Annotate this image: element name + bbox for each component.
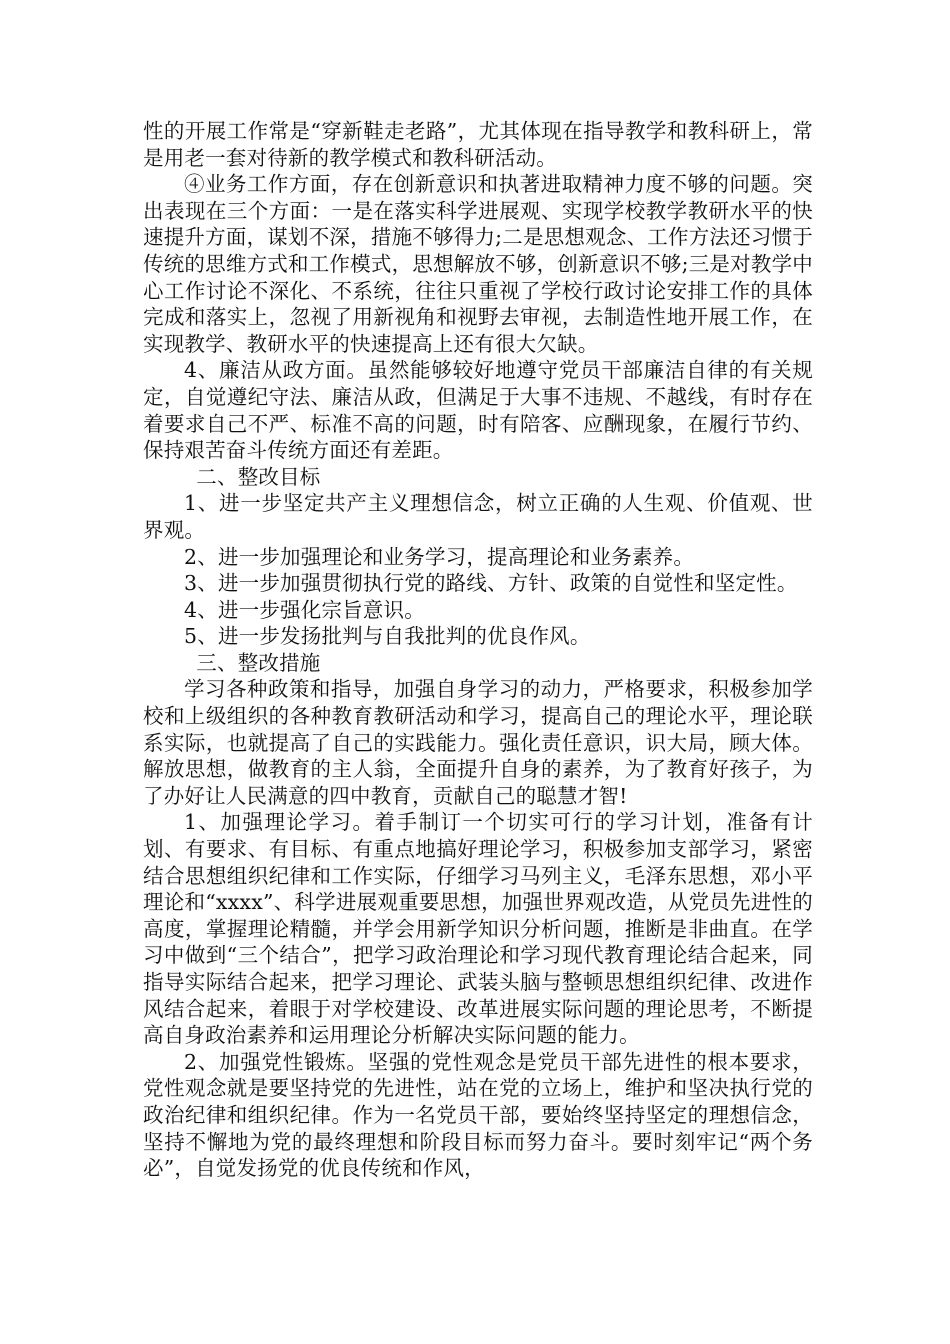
measure-item-1: 1、加强理论学习。着手制订一个切实可行的学习计划，准备有计划、有要求、有目标、有重点地搞好理论学习，积极参加支部学习，紧密结合思想组织纪律和工作实际，仔细学习马列主义，毛泽东思想，邓小平理论和“xxxx”、科学进展观重要思想，加强世界观改造，从党员先进性的高度，掌握理论精髓，并学会用新学知识分析问题，推断是非曲直。在学习中做到“三个结合”，把学习政治理论和学习现代教育理论结合起来，同指导实际结合起来，把学习理论、武装头脑与整顿思想组织纪律、改进作风结合起来，着眼于对学校建设、改革进展实际问题的理论思考，不断提高自身政治素养和运用理论分析解决实际问题的能力。 (143, 810, 813, 1048)
section-heading-goals: 二、整改目标 (196, 464, 321, 489)
section-heading-measures: 三、整改措施 (196, 650, 321, 675)
measure-item-2: 2、加强党性锻炼。坚强的党性观念是党员干部先进性的根本要求，党性观念就是要坚持党的先进性，站在党的立场上，维护和坚决执行党的政治纪律和组织纪律。作为一名党员干部，要始终坚持坚定的理想信念，坚持不懈地为党的最终理想和阶段目标而努力奋斗。要时刻牢记“两个务必”，自觉发扬党的优良传统和作风， (143, 1049, 813, 1181)
goal-item-5: 5、进一步发扬批判与自我批判的优良作风。 (184, 624, 591, 649)
goal-item-2: 2、进一步加强理论和业务学习，提高理论和业务素养。 (184, 544, 695, 569)
paragraph-measures-intro: 学习各种政策和指导，加强自身学习的动力，严格要求，积极参加学校和上级组织的各种教育教研活动和学习，提高自己的理论水平，理论联系实际，也就提高了自己的实践能力。强化责任意识，识大局，顾大体。解放思想，做教育的主人翁，全面提升自身的素养，为了教育好孩子，为了办好让人民满意的四中教育，贡献自己的聪慧才智! (143, 677, 813, 808)
paragraph-clean-governance: 4、廉洁从政方面。虽然能够较好地遵守党员干部廉洁自律的有关规定，自觉遵纪守法、廉洁从政，但满足于大事不违规、不越线，有时存在着要求自己不严、标准不高的问题，时有陪客、应酬现象，在履行节约、保持艰苦奋斗传统方面还有差距。 (143, 358, 813, 463)
paragraph-business-work: ④业务工作方面，存在创新意识和执著进取精神力度不够的问题。突出表现在三个方面：一是在落实科学进展观、实现学校教学教研水平的快速提升方面，谋划不深，措施不够得力;二是思想观念、工作方法还习惯于传统的思维方式和工作模式，思想解放不够，创新意识不够;三是对教学中心工作讨论不深化、不系统，往往只重视了学校行政讨论安排工作的具体完成和落实上，忽视了用新视角和视野去审视，去制造性地开展工作，在实现教学、教研水平的快速提高上还有很大欠缺。 (143, 172, 813, 356)
goal-item-1: 1、进一步坚定共产主义理想信念，树立正确的人生观、价值观、世界观。 (143, 491, 813, 542)
document-body (143, 118, 813, 1182)
goal-item-4: 4、进一步强化宗旨意识。 (184, 597, 425, 622)
goal-item-3: 3、进一步加强贯彻执行党的路线、方针、政策的自觉性和坚定性。 (184, 571, 798, 596)
paragraph-continuation: 性的开展工作常是“穿新鞋走老路”，尤其体现在指导教学和教科研上，常是用老一套对待新的教学模式和教科研活动。 (143, 119, 813, 170)
